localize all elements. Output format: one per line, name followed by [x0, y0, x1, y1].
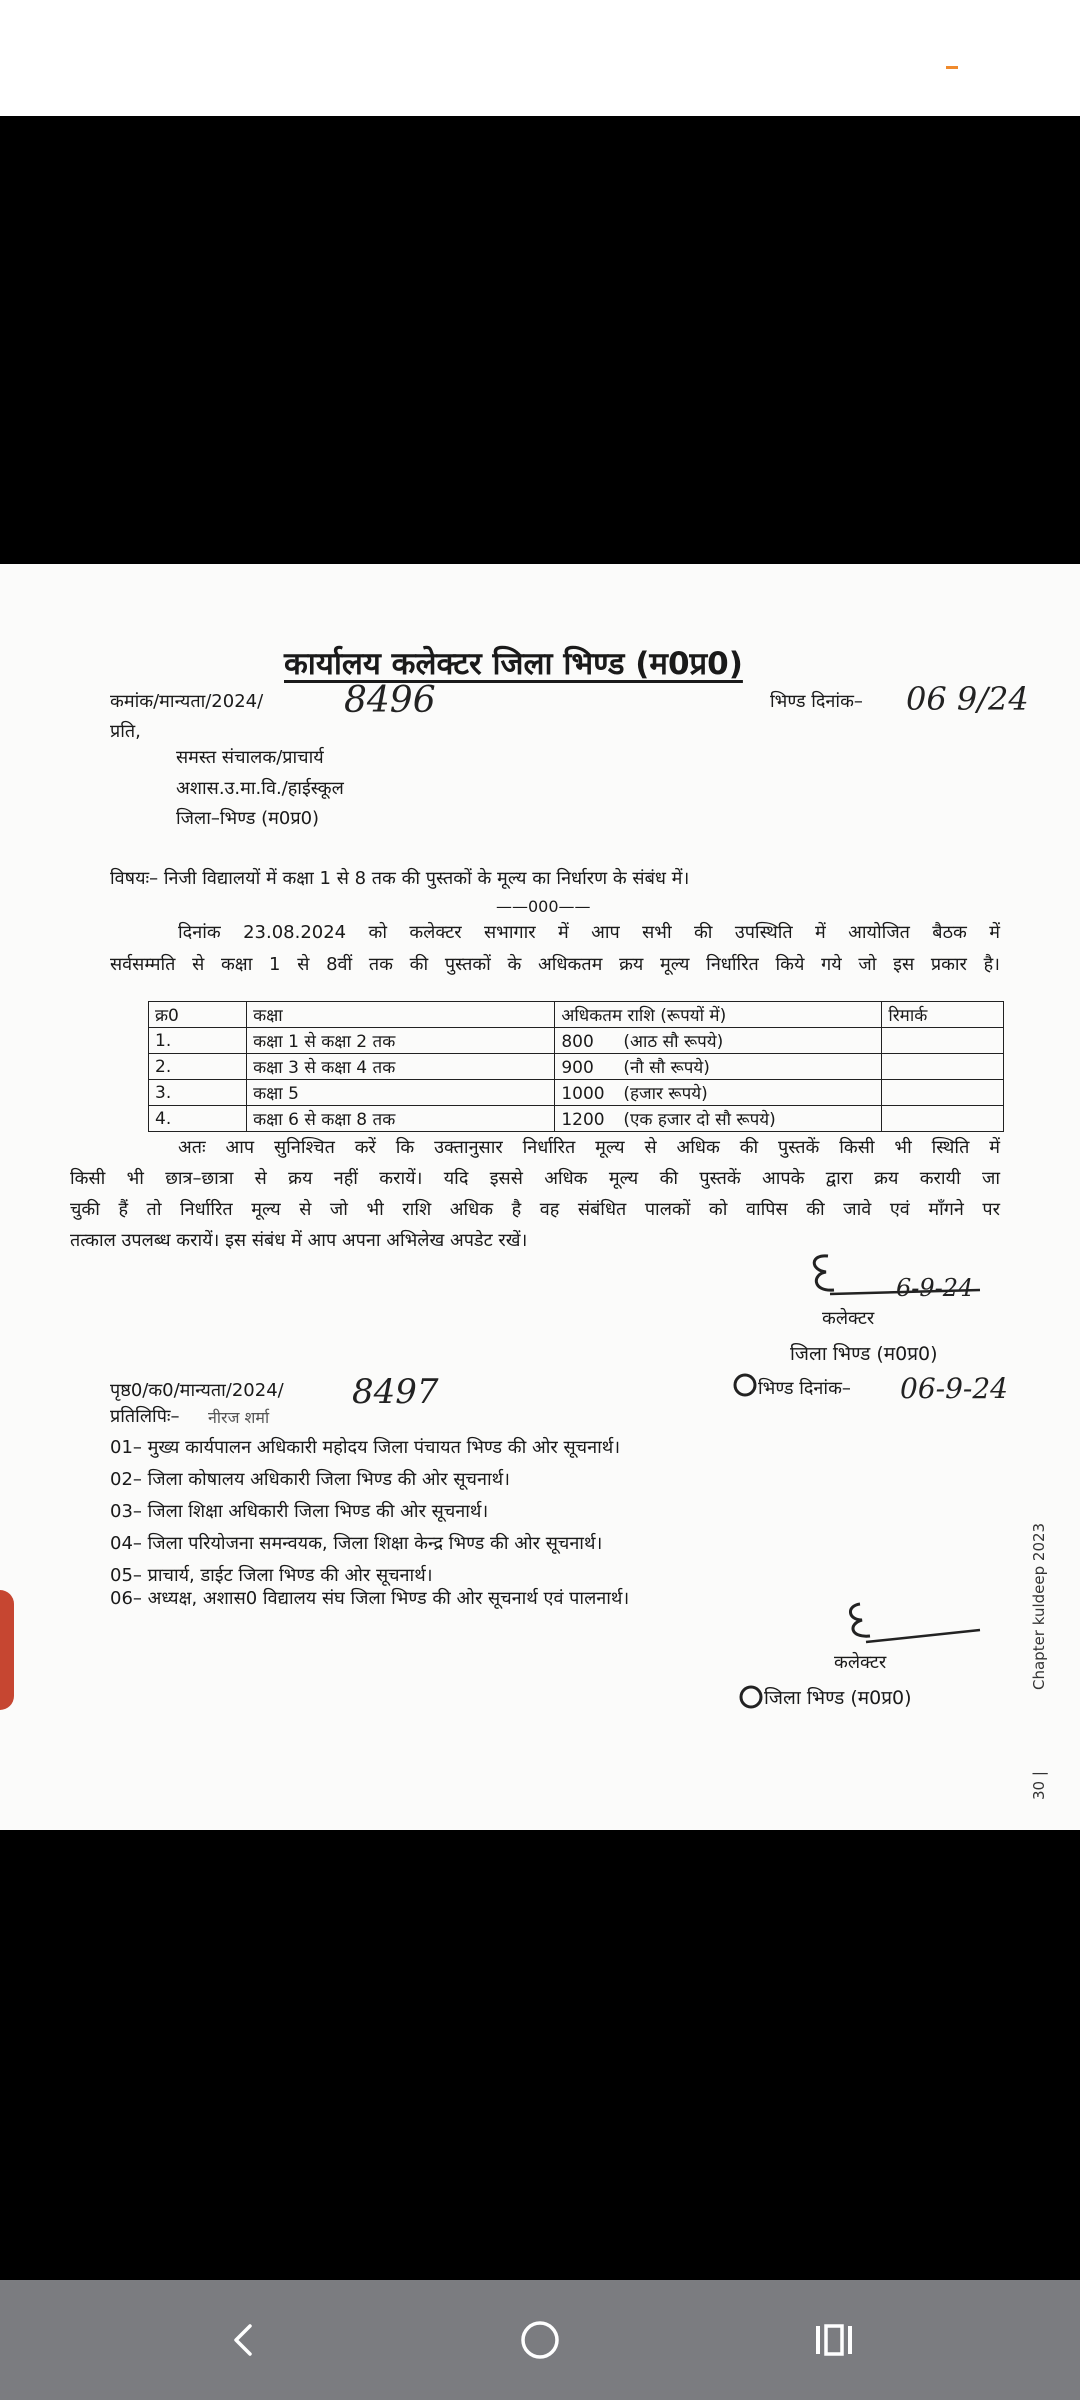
letterbox-bottom: [0, 1830, 1080, 2280]
separator: ——000——: [496, 897, 591, 916]
para2-line2: किसी भी छात्र–छात्रा से क्रय नहीं करायें। यदि इससे अधिक मूल्य की पुस्तकें आपके द्वारा क्रय करायी जा: [70, 1168, 1000, 1189]
endorsement-ref-label: पृष्ठ0/क0/मान्यता/2024/: [110, 1380, 284, 1401]
endorsement-number-handwritten: 8497: [352, 1372, 439, 1412]
row-amount-words: (एक हजार दो सौ रूपये): [623, 1110, 776, 1130]
copy-item-4: 04– जिला परियोजना समन्वयक, जिला शिक्षा केन्द्र भिण्ड की ओर सूचनार्थ।: [110, 1533, 603, 1554]
copy-item-1: 01– मुख्य कार्यपालन अधिकारी महोदय जिला पंचायत भिण्ड की ओर सूचनार्थ।: [110, 1437, 621, 1458]
ref-label: कमांक/मान्यता/2024/: [110, 691, 264, 712]
copy-label: प्रतिलिपिः–: [110, 1406, 180, 1427]
row-sno: 2.: [149, 1054, 247, 1080]
signature-date-1: 6-9-24: [896, 1274, 974, 1302]
back-button[interactable]: [184, 2300, 304, 2380]
recents-bars-icon: [812, 2320, 856, 2360]
row-class: कक्षा 5: [247, 1080, 555, 1106]
row-amount-words: (नौ सौ रूपये): [623, 1058, 710, 1078]
document-title: कार्यालय कलेक्टर जिला भिण्ड (म0प्र0): [284, 646, 743, 682]
prati-label: प्रति,: [110, 721, 141, 742]
row-sno: 1.: [149, 1028, 247, 1054]
date-handwritten: 06 9/24: [906, 680, 1029, 718]
copy-item-2: 02– जिला कोषालय अधिकारी जिला भिण्ड की ओर सूचनार्थ।: [110, 1469, 510, 1490]
stamp-mark-icon: [732, 1372, 758, 1398]
table-row: [149, 1028, 1004, 1054]
header-amount: अधिकतम राशि (रूपयों में): [555, 1002, 882, 1028]
row-amount-words: (आठ सौ रूपये): [623, 1032, 724, 1052]
row-amount-words: (हजार रूपये): [623, 1084, 708, 1104]
row-sno: 4.: [149, 1106, 247, 1132]
row-amount: 1200: [561, 1110, 605, 1130]
home-button[interactable]: [480, 2300, 600, 2380]
addressee-line-2: अशास.उ.मा.वि./हाईस्कूल: [176, 778, 344, 799]
para2-line3: चुकी हैं तो निर्धारित मूल्य से जो भी राशि अधिक है वह संबंधित पालकों को वापिस की जावे एवं माँगने पर: [70, 1199, 1000, 1220]
home-circle-icon: [518, 2318, 562, 2362]
row-class: कक्षा 3 से कक्षा 4 तक: [247, 1054, 555, 1080]
header-remark: रिमार्क: [882, 1002, 1004, 1028]
signatory-1-title: कलेक्टर: [822, 1308, 875, 1329]
para2-line4: तत्काल उपलब्ध करायें। इस संबंध में आप अपना अभिलेख अपडेट रखें।: [70, 1230, 528, 1251]
row-remark: [882, 1054, 1004, 1080]
status-dash: [946, 66, 958, 69]
row-amount: 900: [561, 1058, 594, 1078]
table-row: [149, 1054, 1004, 1080]
top-status-area: [0, 0, 1080, 116]
signatory-2-office: जिला भिण्ड (म0प्र0): [764, 1687, 912, 1709]
para1-line1: दिनांक 23.08.2024 को कलेक्टर सभागार में आप सभी की उपस्थिति में आयोजित बैठक में: [178, 922, 1000, 943]
signatory-2-title: कलेक्टर: [834, 1652, 887, 1673]
row-amount-cell: [555, 1054, 882, 1080]
table-row: [149, 1080, 1004, 1106]
signatory-1-office: जिला भिण्ड (म0प्र0): [790, 1343, 938, 1365]
side-watermark: Chapter kuldeep 2023: [1030, 1522, 1048, 1690]
letterbox-top: [0, 116, 1080, 564]
recents-button[interactable]: [774, 2300, 894, 2380]
copy-stamp-name: नीरज शर्मा: [208, 1408, 270, 1427]
row-amount: 1000: [561, 1084, 605, 1104]
back-chevron-icon: [224, 2320, 264, 2360]
para1-line2: सर्वसम्मति से कक्षा 1 से 8वीं तक की पुस्तकों के अधिकतम क्रय मूल्य निर्धारित किये गये जो इस प्रकार है।: [110, 954, 1000, 975]
endorsement-date-label: भिण्ड दिनांक–: [758, 1378, 851, 1399]
row-class: कक्षा 1 से कक्षा 2 तक: [247, 1028, 555, 1054]
endorsement-date-handwritten: 06-9-24: [900, 1372, 1008, 1405]
para2-line1: अतः आप सुनिश्चित करें कि उक्तानुसार निर्धारित मूल्य से अधिक की पुस्तकें किसी भी स्थिति में: [178, 1137, 1000, 1158]
row-amount-cell: [555, 1080, 882, 1106]
header-sno: क्र0: [149, 1002, 247, 1028]
row-amount-cell: [555, 1028, 882, 1054]
table-header-row: [149, 1002, 1004, 1028]
header-class: कक्षा: [247, 1002, 555, 1028]
row-remark: [882, 1028, 1004, 1054]
rates-table: [148, 1001, 1004, 1132]
row-remark: [882, 1106, 1004, 1132]
copy-item-3: 03– जिला शिक्षा अधिकारी जिला भिण्ड की ओर सूचनार्थ।: [110, 1501, 489, 1522]
side-watermark-prefix: 30 |: [1030, 1771, 1048, 1800]
table-row: [149, 1106, 1004, 1132]
place-date-label: भिण्ड दिनांक–: [770, 691, 863, 712]
row-sno: 3.: [149, 1080, 247, 1106]
row-class: कक्षा 6 से कक्षा 8 तक: [247, 1106, 555, 1132]
copy-item-5: 05– प्राचार्य, डाईट जिला भिण्ड की ओर सूचनार्थ।: [110, 1565, 433, 1586]
row-remark: [882, 1080, 1004, 1106]
subject-line: विषयः– निजी विद्यालयों में कक्षा 1 से 8 तक की पुस्तकों के मूल्य का निर्धारण के संबंध में।: [110, 868, 690, 889]
addressee-line-1: समस्त संचालक/प्राचार्य: [176, 747, 324, 768]
addressee-line-3: जिला–भिण्ड (म0प्र0): [176, 808, 320, 829]
row-amount: 800: [561, 1032, 594, 1052]
stamp-mark-icon: [738, 1684, 764, 1710]
row-amount-cell: [555, 1106, 882, 1132]
signature-mark-2: [840, 1598, 990, 1658]
copy-item-6: 06– अध्यक्ष, अशास0 विद्यालय संघ जिला भिण्ड की ओर सूचनार्थ एवं पालनार्थ।: [110, 1588, 630, 1609]
finger-artifact: [0, 1590, 14, 1710]
ref-number-handwritten: 8496: [344, 680, 436, 721]
